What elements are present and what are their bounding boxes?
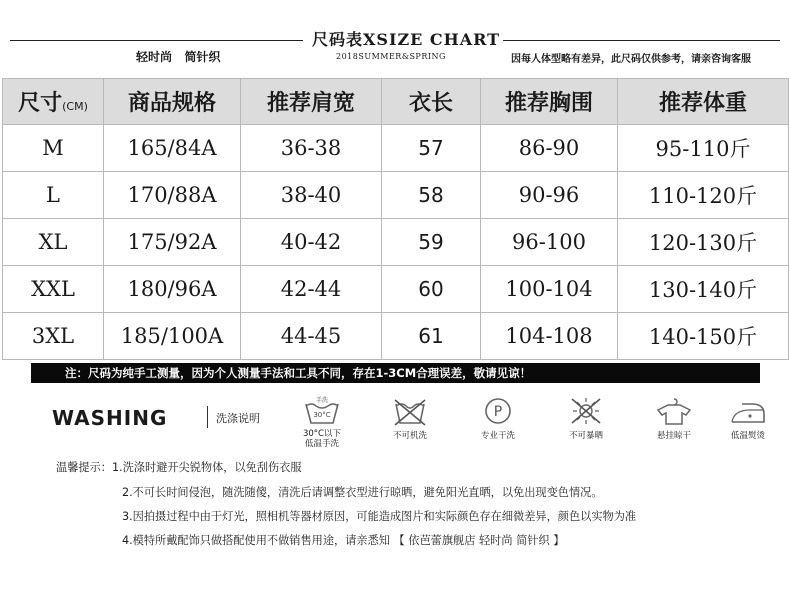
- care-item-no-machine-wash: [378, 396, 442, 441]
- table-row: [3, 125, 789, 172]
- measurement-note: 注：尺码为纯手工测量，因为个人测量手法和工具不同，存在1-3CM合理误差，敬请见谅！: [31, 363, 760, 383]
- hand-wash-30-icon: [302, 396, 342, 426]
- svg-text:30°C: 30°C: [313, 411, 331, 419]
- cell-shoulder: 40-42: [241, 219, 382, 266]
- low-temp-iron-icon: [728, 396, 768, 426]
- cell-size: 3XL: [3, 313, 104, 360]
- chart-title: 尺码表XSIZE CHART: [312, 30, 501, 49]
- care-label-dry-clean: 专业干洗: [480, 431, 515, 441]
- cell-spec: 180/96A: [104, 266, 241, 313]
- care-item-dry-clean: [466, 396, 530, 441]
- tip-4: 4.模特所戴配饰只做搭配使用不做销售用途，请亲悉知 【 依芭蕾旗舰店 轻时尚 简针织 】: [122, 534, 565, 547]
- hang-dry-icon: [654, 396, 694, 426]
- header-chest: 推荐胸围: [481, 79, 618, 125]
- care-label-hang-dry: 悬挂晾干: [656, 431, 691, 441]
- care-item-no-sun: [554, 396, 618, 441]
- cell-weight: 120-130斤: [618, 219, 789, 266]
- cell-size: XXL: [3, 266, 104, 313]
- chart-header: [0, 0, 790, 72]
- header-rule-left: [10, 40, 303, 41]
- chart-subtitle: 2018SUMMER&SPRING: [336, 52, 446, 61]
- tip-1: 温馨提示：1.洗涤时避开尖锐物体，以免刮伤衣服: [56, 461, 302, 474]
- cell-spec: 185/100A: [104, 313, 241, 360]
- cell-size: L: [3, 172, 104, 219]
- cell-weight: 140-150斤: [618, 313, 789, 360]
- cell-length: 61: [382, 313, 481, 360]
- care-item-hand-wash: [290, 396, 354, 449]
- care-label-no-sun: 不可暴晒: [568, 431, 603, 441]
- care-label-no-machine-wash: 不可机洗: [392, 431, 427, 441]
- cell-chest: 100-104: [481, 266, 618, 313]
- header-weight: 推荐体重: [618, 79, 789, 125]
- cell-spec: 170/88A: [104, 172, 241, 219]
- washing-section: [52, 396, 765, 449]
- cell-weight: 95-110斤: [618, 125, 789, 172]
- cell-length: 60: [382, 266, 481, 313]
- cell-chest: 86-90: [481, 125, 618, 172]
- cell-shoulder: 42-44: [241, 266, 382, 313]
- cell-size: M: [3, 125, 104, 172]
- cell-length: 59: [382, 219, 481, 266]
- professional-dry-clean-icon: [478, 396, 518, 426]
- header-size: 尺寸(CM): [3, 79, 104, 125]
- washing-divider: [207, 406, 208, 428]
- cell-spec: 165/84A: [104, 125, 241, 172]
- cell-spec: 175/92A: [104, 219, 241, 266]
- care-label-iron: 低温熨烫: [730, 431, 765, 441]
- care-label-hand-wash: 30°C以下 低温手洗: [302, 429, 341, 449]
- header-rule-right: [503, 40, 780, 41]
- size-disclaimer: 因每人体型略有差异，此尺码仅供参考，请亲咨询客服: [511, 54, 751, 65]
- cell-weight: 110-120斤: [618, 172, 789, 219]
- header-shoulder: 推荐肩宽: [241, 79, 382, 125]
- no-sun-exposure-icon: [566, 396, 606, 426]
- table-row: [3, 313, 789, 360]
- washing-title: WASHING: [52, 406, 168, 430]
- cell-chest: 104-108: [481, 313, 618, 360]
- table-header-row: [3, 79, 789, 125]
- cell-chest: 96-100: [481, 219, 618, 266]
- cell-length: 58: [382, 172, 481, 219]
- care-item-hang-dry: [642, 396, 706, 441]
- table-row: [3, 172, 789, 219]
- tip-2: 2.不可长时间侵泡，随洗随傻，清洗后请调整衣型进行晾晒，避免阳光直晒，以免出现变色情况。: [122, 486, 603, 499]
- brand-slogan: 轻时尚 简针织: [136, 50, 221, 64]
- table-row: [3, 219, 789, 266]
- size-table: [2, 78, 789, 360]
- cell-chest: 90-96: [481, 172, 618, 219]
- care-item-iron: [716, 396, 780, 441]
- washing-title-cn: 洗涤说明: [216, 412, 260, 425]
- cell-weight: 130-140斤: [618, 266, 789, 313]
- cell-length: 57: [382, 125, 481, 172]
- tip-3: 3.因拍摄过程中由于灯光，照相机等器材原因，可能造成图片和实际颜色存在细微差异，颜色以实物为准: [122, 510, 637, 523]
- cell-shoulder: 36-38: [241, 125, 382, 172]
- cell-size: XL: [3, 219, 104, 266]
- table-row: [3, 266, 789, 313]
- cell-shoulder: 44-45: [241, 313, 382, 360]
- header-spec: 商品规格: [104, 79, 241, 125]
- cell-shoulder: 38-40: [241, 172, 382, 219]
- svg-text:P: P: [493, 404, 503, 420]
- header-length: 衣长: [382, 79, 481, 125]
- no-machine-wash-icon: [390, 396, 430, 426]
- svg-text:手洗: 手洗: [315, 397, 329, 404]
